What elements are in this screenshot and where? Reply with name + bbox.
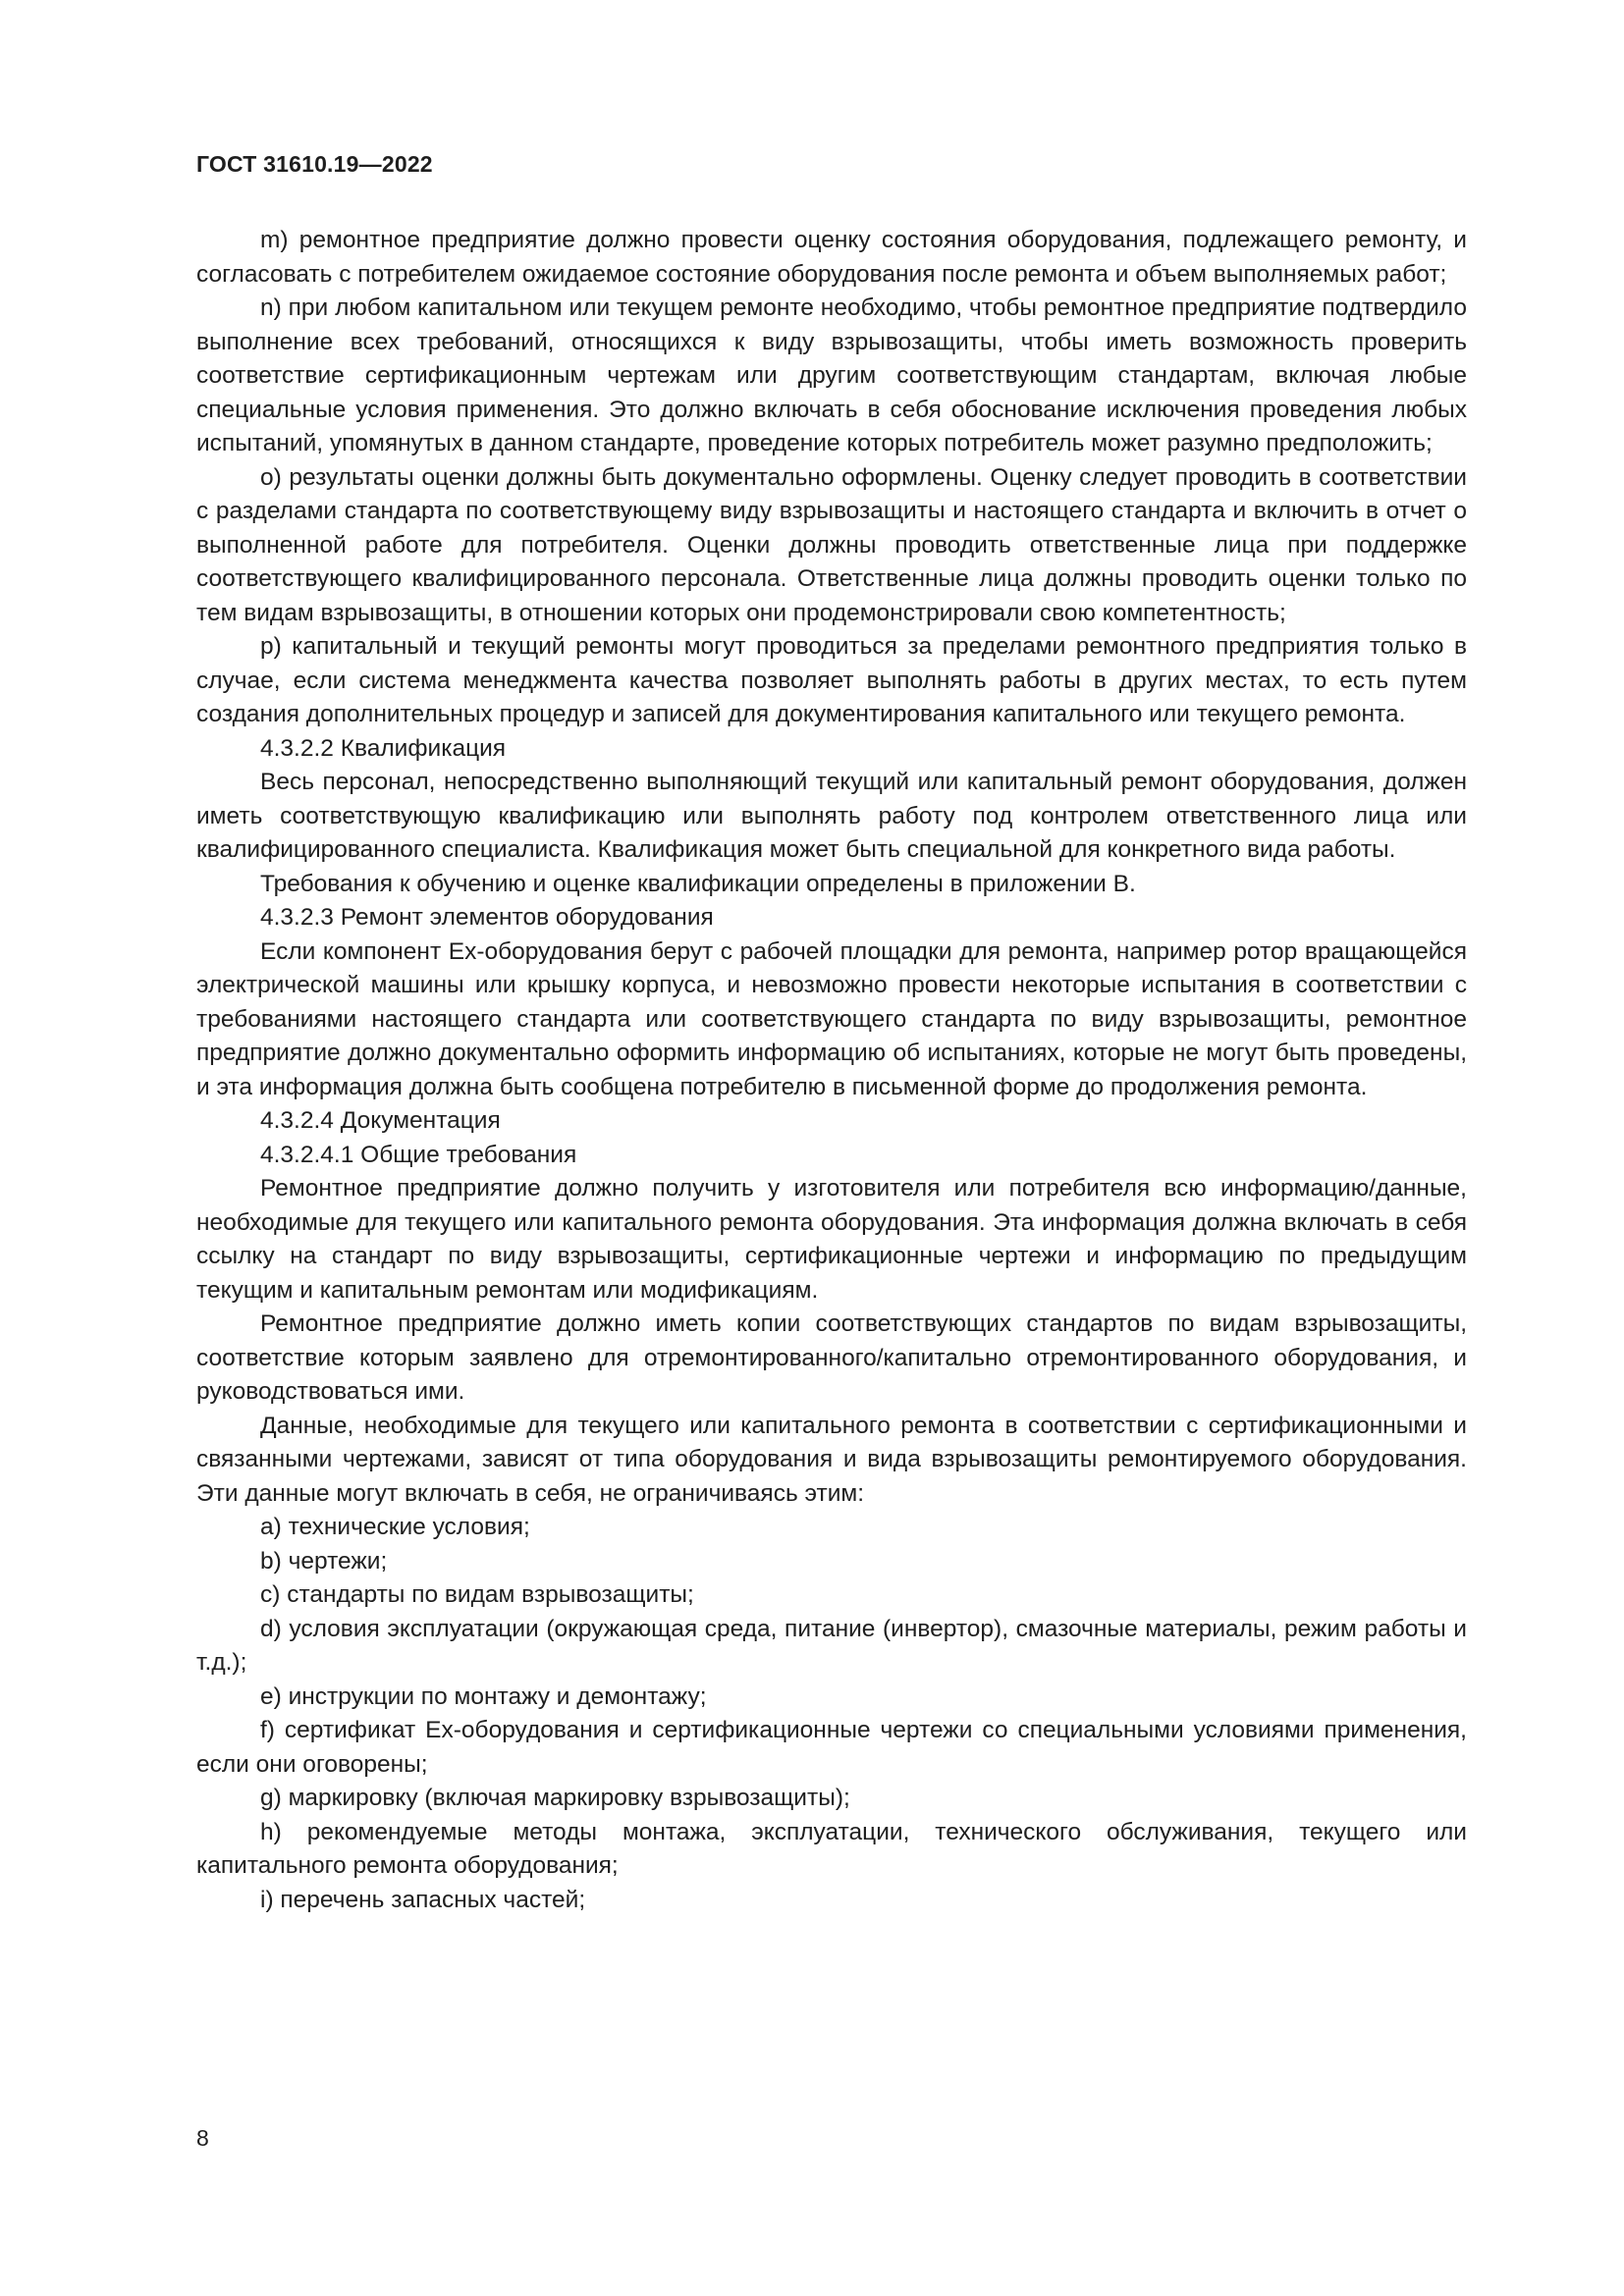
list-item: h) рекомендуемые методы монтажа, эксплуатации, технического обслуживания, текущего или капитального ремонта оборудования; (196, 1818, 1467, 1879)
section-heading: 4.3.2.4.1 Общие требования (260, 1141, 577, 1168)
paragraph: n) при любом капитальном или текущем ремонте необходимо, чтобы ремонтное предприятие подтвердило выполнение всех требований, относящихся к виду взрывозащиты, чтобы иметь возможность проверить соответствие сертификационным чертежам или другим соответствующим стандартам, включая любые специальные условия применения. Это должно включать в себя обоснование исключения проведения любых испытаний, упомянутых в данном стандарте, проведение которых потребитель может разумно предположить; (196, 294, 1467, 456)
list-item: i) перечень запасных частей; (260, 1886, 586, 1913)
list-item: f) сертификат Ех-оборудования и сертификационные чертежи со специальными условиями применения, если они оговорены; (196, 1717, 1467, 1778)
paragraph: Данные, необходимые для текущего или капитального ремонта в соответствии с сертификационными и связанными чертежами, зависят от типа оборудования и вида взрывозащиты ремонтируемого оборудования. Эти данные могут включать в себя, не ограничиваясь этим: (196, 1412, 1467, 1507)
document-header: ГОСТ 31610.19—2022 (196, 151, 433, 177)
page-number: 8 (196, 2125, 209, 2151)
paragraph: Ремонтное предприятие должно иметь копии соответствующих стандартов по видам взрывозащиты, соответствие которым заявлено для отремонтированного/капитально отремонтированного оборудования, и руководствоваться ими. (196, 1310, 1467, 1405)
list-item: g) маркировку (включая маркировку взрывозащиты); (260, 1785, 850, 1811)
paragraph: Требования к обучению и оценке квалификации определены в приложении В. (260, 870, 1136, 897)
list-item: c) стандарты по видам взрывозащиты; (260, 1581, 694, 1608)
paragraph: Ремонтное предприятие должно получить у изготовителя или потребителя всю информацию/данные, необходимые для текущего или капитального ремонта оборудования. Эта информация должна включать в себя ссылку на стандарт по виду взрывозащиты, сертификационные чертежи и информацию по предыдущим текущим и капитальным ремонтам или модификациям. (196, 1175, 1467, 1304)
paragraph: o) результаты оценки должны быть документально оформлены. Оценку следует проводить в соответствии с разделами стандарта по соответствующему виду взрывозащиты и настоящего стандарта и включить в отчет о выполненной работе для потребителя. Оценки должны проводить ответственные лица при поддержке соответствующего квалифицированного персонала. Ответственные лица должны проводить оценки только по тем видам взрывозащиты, в отношении которых они продемонстрировали свою компетентность; (196, 463, 1467, 626)
section-heading: 4.3.2.4 Документация (260, 1107, 501, 1134)
list-item: d) условия эксплуатации (окружающая среда, питание (инвертор), смазочные материалы, режим работы и т.д.); (196, 1615, 1467, 1676)
paragraph: Весь персонал, непосредственно выполняющий текущий или капитальный ремонт оборудования, должен иметь соответствующую квалификацию или выполнять работу под контролем ответственного лица или квалифицированного специалиста. Квалификация может быть специальной для конкретного вида работы. (196, 769, 1467, 863)
section-heading: 4.3.2.3 Ремонт элементов оборудования (260, 904, 714, 931)
list-item: e) инструкции по монтажу и демонтажу; (260, 1682, 707, 1710)
paragraph: p) капитальный и текущий ремонты могут проводиться за пределами ремонтного предприятия только в случае, если система менеджмента качества позволяет выполнять работы в других местах, то есть путем создания дополнительных процедур и записей для документирования капитального или текущего ремонта. (196, 633, 1467, 727)
paragraph: Если компонент Ех-оборудования берут с рабочей площадки для ремонта, например ротор вращающейся электрической машины или крышку корпуса, и невозможно провести некоторые испытания в соответствии с требованиями настоящего стандарта или соответствующего стандарта по виду взрывозащиты, ремонтное предприятие должно документально оформить информацию об испытаниях, которые не могут быть проведены, и эта информация должна быть сообщена потребителю в письменной форме до продолжения ремонта. (196, 937, 1467, 1100)
section-heading: 4.3.2.2 Квалификация (260, 734, 507, 762)
list-item: b) чертежи; (260, 1547, 388, 1575)
document-body (196, 224, 1467, 1917)
list-item: a) технические условия; (260, 1514, 530, 1540)
paragraph: m) ремонтное предприятие должно провести оценку состояния оборудования, подлежащего ремонту, и согласовать с потребителем ожидаемое состояние оборудования после ремонта и объем выполняемых работ; (196, 227, 1467, 288)
